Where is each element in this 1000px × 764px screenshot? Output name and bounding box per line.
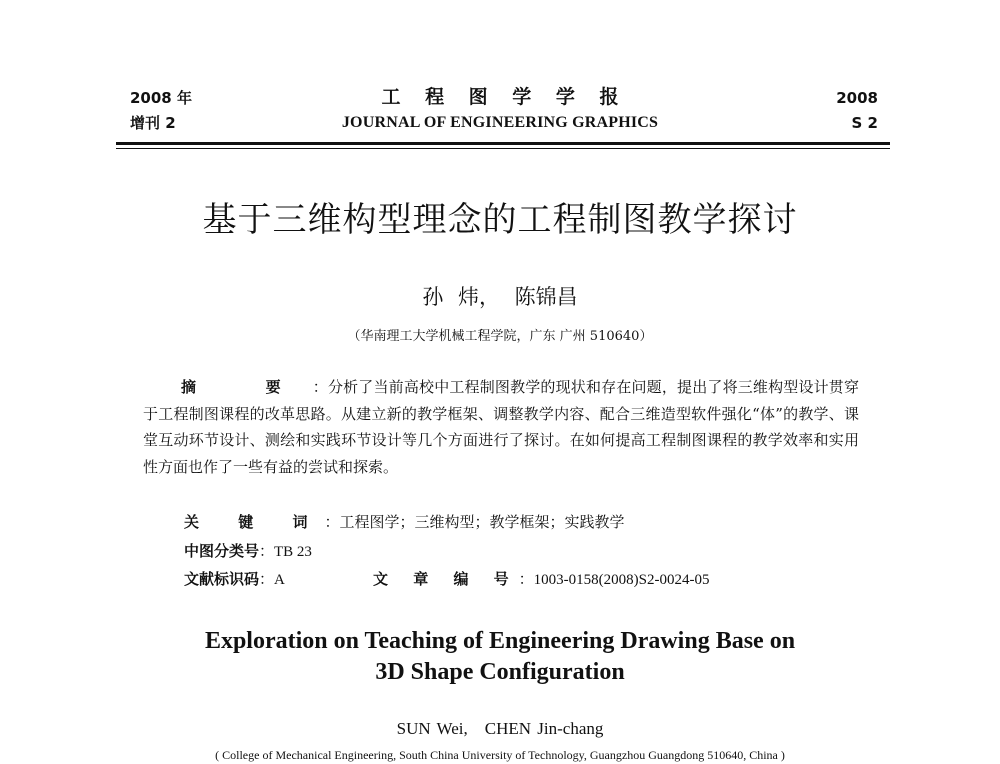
header-rule-thin <box>116 148 890 149</box>
abstract-label: 摘 要 <box>181 378 313 396</box>
article-number-label: 文 章 编 号 <box>373 570 519 588</box>
header-year-en: 2008 <box>836 89 878 107</box>
article-authors-en: SUN Wei, CHEN Jin-chang <box>396 719 604 738</box>
header-issue-en: S 2 <box>851 114 878 132</box>
article-title-en-line1: Exploration on Teaching of Engineering Drawing Base on <box>204 628 796 654</box>
header-right <box>836 86 878 136</box>
header-rule-thick <box>116 142 890 145</box>
article-title-en-line2: 3D Shape Configuration <box>375 659 625 685</box>
article-title-en <box>0 626 1000 688</box>
abstract-paragraph <box>143 374 859 480</box>
journal-title-en: JOURNAL OF ENGINEERING GRAPHICS <box>341 114 659 131</box>
article-affiliation-en: ( College of Mechanical Engineering, South China University of Technology, Guangzhou Guangdong 510640, China ) <box>215 748 785 762</box>
article-affiliation-cn: （华南理工大学机械工程学院，广东 广州 510640） <box>347 329 653 344</box>
doc-code-label: 文献标识码 <box>184 570 260 588</box>
keywords-line <box>184 510 624 534</box>
article-number-value: ：1003-0158(2008)S2-0024-05 <box>518 572 710 588</box>
keywords-value: ：工程图学；三维构型；教学框架；实践教学 <box>324 513 625 531</box>
header-issue-cn: 增刊 2 <box>130 114 176 132</box>
clc-label: 中图分类号 <box>184 542 260 560</box>
article-title-cn: 基于三维构型理念的工程制图教学探讨 <box>202 200 798 240</box>
article-number-line <box>373 567 710 592</box>
article-authors-cn: 孙 炜， 陈锦昌 <box>422 285 578 309</box>
doc-code-value: ：A <box>259 572 285 588</box>
keywords-label: 关 键 词 <box>184 513 325 531</box>
clc-value: ：TB 23 <box>259 544 312 560</box>
header-year-cn: 2008 年 <box>130 89 192 107</box>
abstract-text: ：分析了当前高校中工程制图教学的现状和存在问题，提出了将三维构型设计贯穿于工程制图课程的改革思路。从建立新的教学框架、调整教学内容、配合三维造型软件强化“体”的教学、课堂互动环节设计、测绘和实践环节设计等几个方面进行了探讨。在如何提高工程制图课程的教学效率和实用性方面也作了一些有益的尝试和探索。 <box>143 378 859 476</box>
clc-line <box>184 539 312 564</box>
doc-code-line <box>184 567 285 592</box>
journal-title-cn: 工 程 图 学 学 报 <box>381 86 628 108</box>
